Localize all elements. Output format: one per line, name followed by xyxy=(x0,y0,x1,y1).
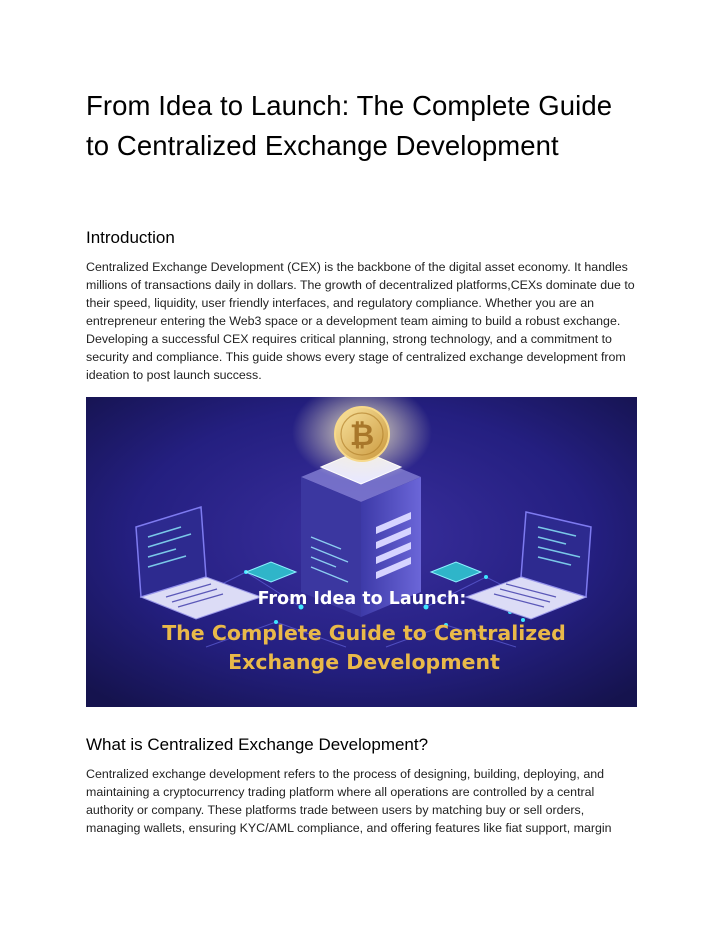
bitcoin-coin-icon xyxy=(335,407,389,461)
page-title: From Idea to Launch: The Complete Guide to Centralized Exchange Development xyxy=(86,90,613,161)
section-heading-introduction: Introduction xyxy=(86,228,175,247)
hero-line-1: From Idea to Launch: xyxy=(257,589,467,609)
coin-symbol: ₿ xyxy=(349,418,375,453)
document-page xyxy=(86,86,638,835)
section-body-introduction: Centralized Exchange Development (CEX) is the backbone of the digital asset economy. It handles millions of transactions daily in dollars. The growth of decentralized platforms,CEXs dominate due to their speed, liquidity, user friendly interfaces, and regulatory compliance. Whether you are an entrepreneur entering the Web3 space or a development team aiming to build a robust exchange. Developing a successful CEX requires critical planning, strong technology, and a commitment to security and compliance. This guide shows every stage of centralized exchange development from ideation to post launch success. xyxy=(86,260,635,382)
hero-image xyxy=(86,397,637,707)
hero-illustration xyxy=(86,397,637,707)
section-heading-what-is-cex: What is Centralized Exchange Development? xyxy=(86,735,429,754)
hero-line-3: Exchange Development xyxy=(228,650,500,674)
section-body-what-is-cex: Centralized exchange development refers to the process of designing, building, deploying, and maintaining a cryptocurrency trading platform where all operations are controlled by a central authority or company. These platforms trade between users by matching buy or sell orders, managing wallets, ensuring KYC/AML compliance, and offering features like fiat support, margin xyxy=(86,767,612,835)
hero-line-2: The Complete Guide to Centralized xyxy=(162,621,566,645)
